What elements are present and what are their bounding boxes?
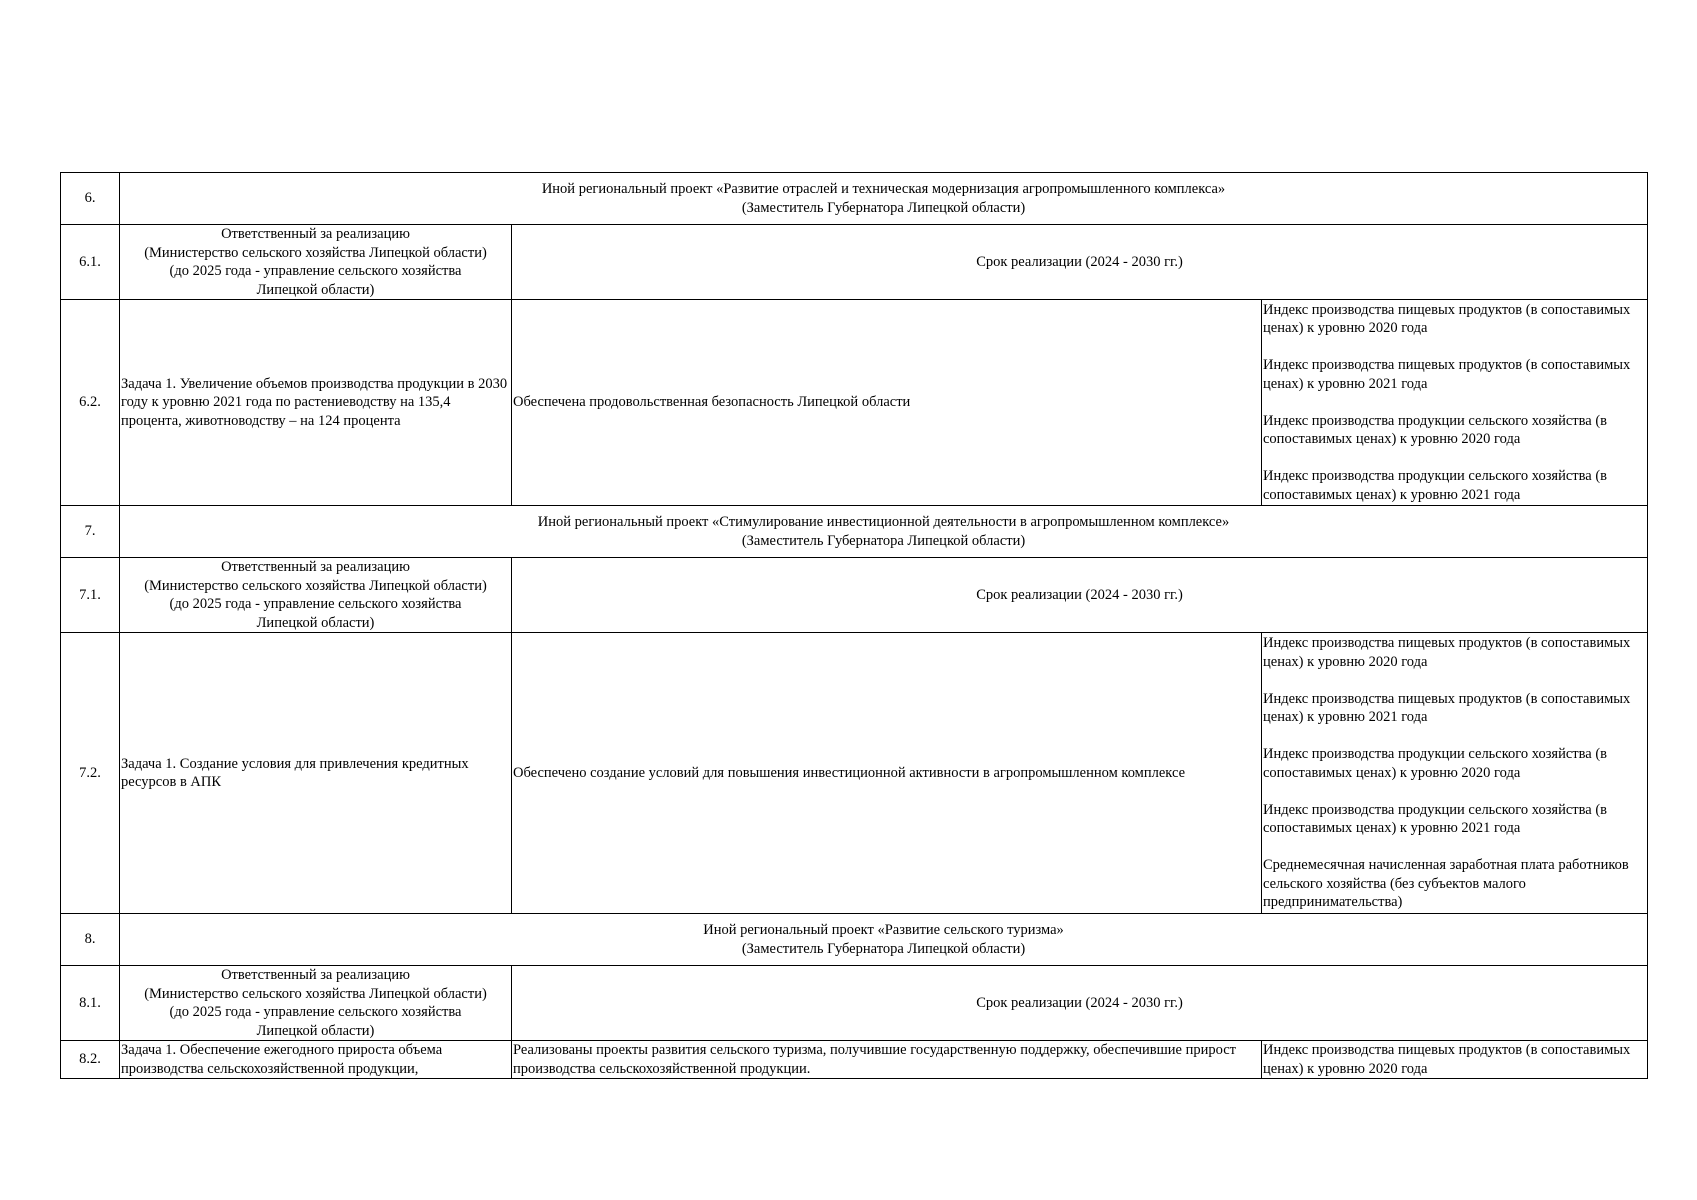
program-structure-table bbox=[60, 172, 1648, 1079]
row-number: 6.1. bbox=[61, 225, 120, 300]
table-row bbox=[61, 633, 1648, 914]
responsible-cell bbox=[120, 966, 512, 1041]
responsible-line: Липецкой области) bbox=[256, 1022, 375, 1039]
indicator-item: Индекс производства продукции сельского хозяйства (в сопоставимых ценах) к уровню 2020 года bbox=[1263, 412, 1608, 448]
task-cell: Задача 1. Обеспечение ежегодного прироста объема производства сельскохозяйственной продукции, bbox=[120, 1041, 512, 1079]
indicators-cell bbox=[1262, 633, 1648, 914]
term-cell: Срок реализации (2024 - 2030 гг.) bbox=[512, 966, 1648, 1041]
responsible-line: (до 2025 года - управление сельского хозяйства bbox=[169, 263, 462, 279]
table-row bbox=[61, 1041, 1648, 1079]
indicator-item: Индекс производства пищевых продуктов (в сопоставимых ценах) к уровню 2020 года bbox=[1263, 1042, 1631, 1077]
table-row bbox=[61, 506, 1648, 558]
responsible-line: (до 2025 года - управление сельского хозяйства bbox=[169, 1004, 462, 1020]
row-number: 7.2. bbox=[61, 633, 120, 914]
project-curator: (Заместитель Губернатора Липецкой области) bbox=[741, 199, 1026, 216]
indicator-item: Среднемесячная начисленная заработная плата работников сельского хозяйства (без субъектов малого предпринимательства) bbox=[1263, 857, 1629, 911]
row-number: 7.1. bbox=[61, 558, 120, 633]
responsible-line: (Министерство сельского хозяйства Липецкой области) bbox=[144, 985, 487, 1002]
table-row bbox=[61, 558, 1648, 633]
indicator-item: Индекс производства пищевых продуктов (в сопоставимых ценах) к уровню 2021 года bbox=[1263, 690, 1631, 726]
responsible-line: Липецкой области) bbox=[256, 281, 375, 298]
task-cell: Задача 1. Увеличение объемов производства продукции в 2030 году к уровню 2021 года по растениеводству на 135,4 процента, животноводству – на 124 процента bbox=[120, 300, 512, 506]
responsible-line: Ответственный за реализацию bbox=[221, 967, 410, 983]
responsible-line: Липецкой области) bbox=[256, 614, 375, 631]
responsible-cell bbox=[120, 558, 512, 633]
indicator-item: Индекс производства пищевых продуктов (в сопоставимых ценах) к уровню 2021 года bbox=[1263, 357, 1631, 392]
term-cell: Срок реализации (2024 - 2030 гг.) bbox=[512, 225, 1648, 300]
indicator-item: Индекс производства пищевых продуктов (в сопоставимых ценах) к уровню 2020 года bbox=[1263, 635, 1631, 670]
table-row bbox=[61, 966, 1648, 1041]
project-header-cell bbox=[120, 506, 1648, 558]
row-number: 6.2. bbox=[61, 300, 120, 506]
table-row bbox=[61, 300, 1648, 506]
row-number: 7. bbox=[61, 506, 120, 558]
project-curator: (Заместитель Губернатора Липецкой области) bbox=[741, 940, 1026, 957]
result-cell: Обеспечена продовольственная безопасность Липецкой области bbox=[512, 300, 1262, 506]
responsible-line: Ответственный за реализацию bbox=[221, 226, 410, 242]
row-number: 8.2. bbox=[61, 1041, 120, 1079]
responsible-line: (Министерство сельского хозяйства Липецкой области) bbox=[144, 577, 487, 594]
project-header-cell bbox=[120, 173, 1648, 225]
indicator-item: Индекс производства продукции сельского хозяйства (в сопоставимых ценах) к уровню 2021 года bbox=[1263, 801, 1608, 837]
task-cell: Задача 1. Создание условия для привлечения кредитных ресурсов в АПК bbox=[120, 633, 512, 914]
table-row bbox=[61, 914, 1648, 966]
indicator-item: Индекс производства пищевых продуктов (в сопоставимых ценах) к уровню 2020 года bbox=[1263, 301, 1631, 337]
indicator-item: Индекс производства продукции сельского хозяйства (в сопоставимых ценах) к уровню 2020 года bbox=[1263, 746, 1608, 781]
indicators-cell bbox=[1262, 1041, 1648, 1079]
table-row bbox=[61, 173, 1648, 225]
project-title: Иной региональный проект «Развитие сельского туризма» bbox=[703, 922, 1064, 938]
responsible-line: Ответственный за реализацию bbox=[221, 559, 410, 575]
responsible-cell bbox=[120, 225, 512, 300]
project-title: Иной региональный проект «Развитие отраслей и техническая модернизация агропромышленного комплекса» bbox=[541, 181, 1226, 197]
result-cell: Реализованы проекты развития сельского туризма, получившие государственную поддержку, обеспечившие прирост производства сельскохозяйственной продукции. bbox=[512, 1041, 1262, 1079]
indicator-item: Индекс производства продукции сельского хозяйства (в сопоставимых ценах) к уровню 2021 года bbox=[1263, 468, 1608, 503]
indicators-cell bbox=[1262, 300, 1648, 506]
project-curator: (Заместитель Губернатора Липецкой области) bbox=[741, 532, 1026, 549]
row-number: 8. bbox=[61, 914, 120, 966]
table-row bbox=[61, 225, 1648, 300]
responsible-line: (Министерство сельского хозяйства Липецкой области) bbox=[144, 244, 487, 261]
result-cell: Обеспечено создание условий для повышения инвестиционной активности в агропромышленном комплексе bbox=[512, 633, 1262, 914]
term-cell: Срок реализации (2024 - 2030 гг.) bbox=[512, 558, 1648, 633]
responsible-line: (до 2025 года - управление сельского хозяйства bbox=[169, 596, 462, 612]
project-title: Иной региональный проект «Стимулирование инвестиционной деятельности в агропромышленном комплексе» bbox=[537, 514, 1230, 530]
project-header-cell bbox=[120, 914, 1648, 966]
row-number: 8.1. bbox=[61, 966, 120, 1041]
row-number: 6. bbox=[61, 173, 120, 225]
